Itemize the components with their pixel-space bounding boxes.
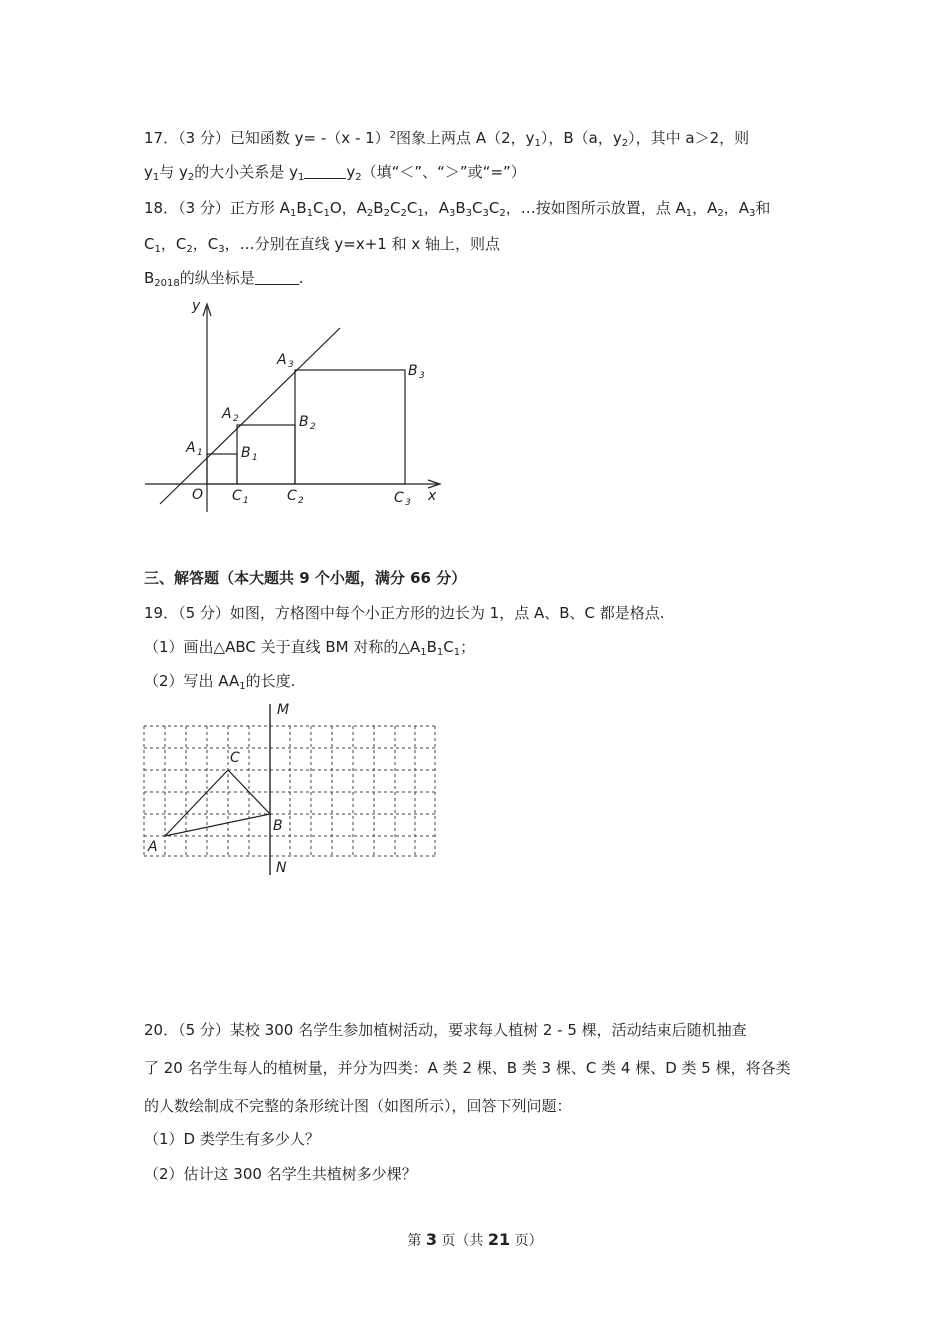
- q18-line2: $C_1$，$C_2$，$C_3$，…分别在直线 y=x+1 和 x 轴上，则点: [144, 235, 501, 255]
- svg-text:B: B: [241, 445, 251, 461]
- grid-figure: [140, 700, 440, 880]
- svg-text:C: C: [230, 750, 240, 766]
- q20-line1: 20．（5 分）某校 300 名学生参加植树活动，要求每人植树 2 - 5 棵，活动结束后随机抽查: [144, 1021, 747, 1039]
- svg-text:3: 3: [405, 498, 411, 508]
- svg-text:1: 1: [243, 496, 249, 506]
- svg-text:2: 2: [310, 422, 316, 432]
- svg-text:B: B: [408, 363, 418, 379]
- svg-text:C: C: [287, 488, 297, 504]
- svg-text:C: C: [232, 488, 242, 504]
- svg-text:1: 1: [252, 453, 258, 463]
- svg-text:2: 2: [298, 496, 304, 506]
- q19-line1: 19．（5 分）如图，方格图中每个小正方形的边长为 1，点 A、B、C 都是格点.: [144, 604, 665, 622]
- svg-text:M: M: [277, 702, 290, 718]
- svg-text:B: B: [299, 414, 309, 430]
- q19-part1: （1）画出△ABC 关于直线 BM 对称的$\triangle A_1B_1C_1$；: [144, 638, 476, 658]
- q19-part2: （2）写出 $AA_1$的长度.: [144, 672, 296, 692]
- svg-text:A: A: [148, 839, 158, 855]
- svg-text:3: 3: [419, 371, 425, 381]
- q20-line3: 的人数绘制成不完整的条形统计图（如图所示），回答下列问题：: [144, 1097, 572, 1115]
- answer-blank: [304, 164, 346, 179]
- q17-line2: $y_1$与 $y_2$的大小关系是 $y_1$ $y_2$（填“＜”、“＞”或“=”）: [144, 163, 526, 183]
- q20-line2: 了 20 名学生每人的植树量，并分为四类：A 类 2 棵、B 类 3 棵、C 类 4 棵、D 类 5 棵，将各类: [144, 1059, 791, 1077]
- section-title: 三、解答题（本大题共 9 个小题，满分 66 分）: [144, 569, 467, 587]
- x-axis-label: x: [428, 488, 437, 504]
- svg-text:A: A: [222, 406, 232, 422]
- svg-text:3: 3: [288, 360, 294, 370]
- q20-part2: （2）估计这 300 名学生共植树多少棵？: [144, 1165, 417, 1183]
- answer-blank: [255, 270, 299, 285]
- triangle-abc: [165, 770, 270, 836]
- svg-text:B: B: [273, 818, 283, 834]
- page-footer: 第 3 页（共 21 页）: [407, 1230, 543, 1249]
- svg-text:A: A: [186, 440, 196, 456]
- svg-text:N: N: [276, 860, 287, 876]
- grid-lines: [144, 726, 435, 856]
- y-axis-label: y: [192, 298, 201, 314]
- svg-text:2: 2: [233, 414, 239, 424]
- origin-label: O: [192, 487, 204, 503]
- squares-figure: [140, 292, 450, 522]
- q18-line1: 18．（3 分）正方形 $A_1B_1C_1O$，$A_2B_2C_2C_1$，$A_3B_3C_3C_2$，…按如图所示放置，点 $A_1$，$A_2$，$A_3$和: [144, 199, 771, 219]
- q17-line1: 17．（3 分）已知函数 y= -（x - 1）$^2$图象上两点 A（2，$y_1$），B（a，$y_2$），其中 a＞2，则: [144, 129, 750, 149]
- q20-part1: （1）D 类学生有多少人？: [144, 1130, 320, 1148]
- q18-line3: $B_{2018}$的纵坐标是 .: [144, 269, 304, 289]
- svg-text:1: 1: [197, 448, 203, 458]
- svg-text:A: A: [277, 352, 287, 368]
- svg-text:C: C: [394, 490, 404, 506]
